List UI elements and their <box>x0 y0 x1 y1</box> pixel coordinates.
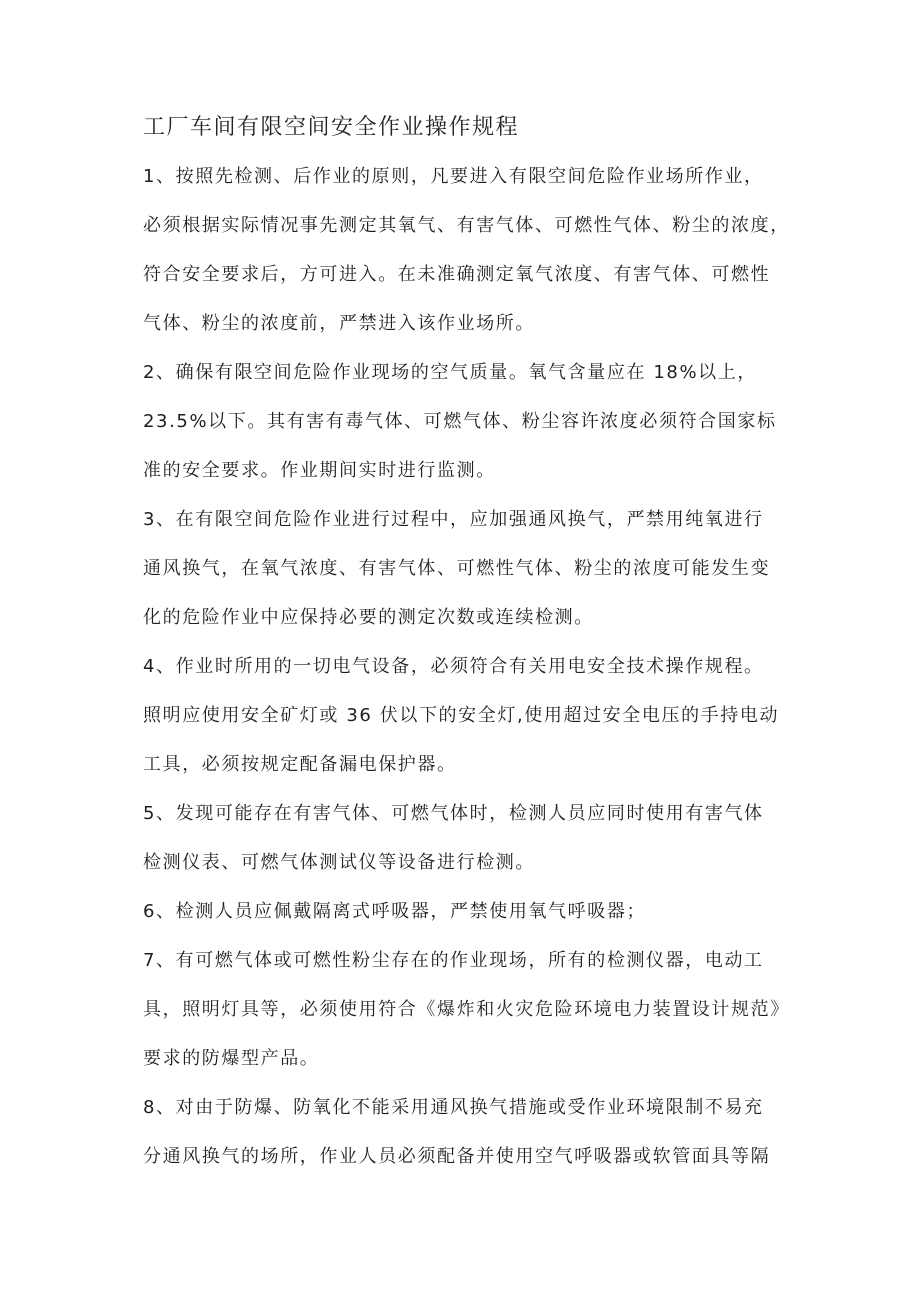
document-body <box>143 152 803 1181</box>
paragraph-3 <box>143 495 803 642</box>
paragraph-line: 要求的防爆型产品。 <box>143 1048 320 1069</box>
paragraph-line: 7、有可燃气体或可燃性粉尘存在的作业现场，所有的检测仪器，电动工 <box>143 950 764 971</box>
paragraph-6 <box>143 887 803 936</box>
paragraph-line: 检测仪表、可燃气体测试仪等设备进行检测。 <box>143 852 535 873</box>
paragraph-line: 4、作业时所用的一切电气设备，必须符合有关用电安全技术操作规程。 <box>143 656 764 677</box>
paragraph-4 <box>143 642 803 789</box>
paragraph-8 <box>143 1083 803 1181</box>
paragraph-line: 化的危险作业中应保持必要的测定次数或连续检测。 <box>143 607 594 628</box>
paragraph-line: 气体、粉尘的浓度前，严禁进入该作业场所。 <box>143 313 535 334</box>
paragraph-line: 必须根据实际情况事先测定其氧气、有害气体、可燃性气体、粉尘的浓度， <box>143 215 790 236</box>
paragraph-line: 6、检测人员应佩戴隔离式呼吸器，严禁使用氧气呼吸器； <box>143 901 647 922</box>
paragraph-line: 23.5%以下。其有害有毒气体、可燃气体、粉尘容许浓度必须符合国家标 <box>143 411 777 432</box>
paragraph-line: 2、确保有限空间危险作业现场的空气质量。氧气含量应在 18%以上， <box>143 362 757 383</box>
paragraph-line: 5、发现可能存在有害气体、可燃气体时，检测人员应同时使用有害气体 <box>143 803 764 824</box>
paragraph-7 <box>143 936 803 1083</box>
paragraph-line: 照明应使用安全矿灯或 36 伏以下的安全灯,使用超过安全电压的手持电动 <box>143 705 780 726</box>
paragraph-1 <box>143 152 803 348</box>
paragraph-line: 分通风换气的场所，作业人员必须配备并使用空气呼吸器或软管面具等隔 <box>143 1146 771 1167</box>
paragraph-line: 通风换气，在氧气浓度、有害气体、可燃性气体、粉尘的浓度可能发生变 <box>143 558 771 579</box>
paragraph-line: 准的安全要求。作业期间实时进行监测。 <box>143 460 496 481</box>
paragraph-line: 3、在有限空间危险作业进行过程中，应加强通风换气，严禁用纯氧进行 <box>143 509 764 530</box>
paragraph-line: 具，照明灯具等，必须使用符合《爆炸和火灾危险环境电力装置设计规范》 <box>143 999 790 1020</box>
document-title: 工厂车间有限空间安全作业操作规程 <box>143 115 520 140</box>
paragraph-line: 8、对由于防爆、防氧化不能采用通风换气措施或受作业环境限制不易充 <box>143 1097 764 1118</box>
paragraph-2 <box>143 348 803 495</box>
paragraph-line: 符合安全要求后，方可进入。在未准确测定氧气浓度、有害气体、可燃性 <box>143 264 771 285</box>
paragraph-5 <box>143 789 803 887</box>
paragraph-line: 工具，必须按规定配备漏电保护器。 <box>143 754 457 775</box>
paragraph-line: 1、按照先检测、后作业的原则，凡要进入有限空间危险作业场所作业， <box>143 166 764 187</box>
